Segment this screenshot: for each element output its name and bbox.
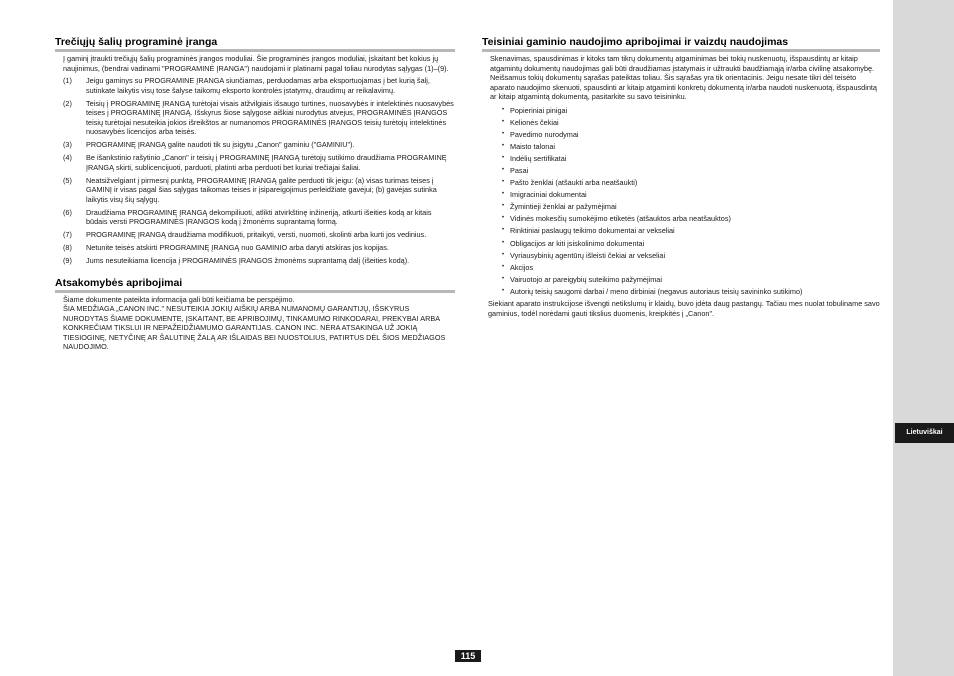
right-column: [482, 36, 880, 318]
license-term-item: [63, 256, 455, 266]
restricted-document-item: • Pasai: [482, 166, 880, 176]
list-item-number: (1): [63, 76, 72, 85]
list-item-text: Draudžiama PROGRAMINĘ ĮRANGĄ dekompiliuoti, atlikti atvirkštinę inžineriją, atkurti išeities kodą ar kitais būdais versti PROGRAMINĖS ĮRANGOS kodą į žmonėms suprantamą formą.: [86, 207, 432, 226]
restricted-document-item: • Žymintieji ženklai ar pažymėjimai: [482, 202, 880, 212]
list-item-text: Teisių į PROGRAMINĘ ĮRANGĄ turėtojai visais atžvilgiais išsaugo turtines, nuosavybės ir intelektinės nuosavybės teises į PROGRAMINĘ ĮRANGĄ. Išskyrus šiose sąlygose aiškiai nurodytus atvejus, PROGRAMINĖS ĮRANGOS teisių turėtojai nesuteikia jokios išreikštos ar numanomos PROGRAMINĖS ĮRANGOS teisių turėtojų intelektinės nuosavybės licencijos arba teisės.: [86, 98, 454, 136]
side-margin-bar: [893, 0, 954, 676]
closing-note: Siekiant aparato instrukcijose išvengti netikslumų ir klaidų, buvo įdėta daug pastangų. Tačiau mes nuolat tobuliname savo gaminius, todėl norėdami gauti tikslius duomenis, kreipkitės į „Canon".: [488, 299, 880, 318]
restricted-document-item: • Obligacijos ar kiti įsiskolinimo dokumentai: [482, 239, 880, 249]
restricted-document-item: • Pavedimo nurodymai: [482, 130, 880, 140]
restricted-documents-list: [482, 106, 880, 297]
license-term-item: [63, 99, 455, 137]
restricted-document-item: • Imigraciniai dokumentai: [482, 190, 880, 200]
list-item-text: Jeigu gaminys su PROGRAMINE ĮRANGA siunčiamas, perduodamas arba eksportuojamas į bet kurią šalį, sutinkate laikytis visų tose šalyse taikomų eksporto kontrolės įstatymų, draudimų ar reikalavimų.: [86, 76, 430, 95]
list-item-text: PROGRAMINĘ ĮRANGĄ draudžiama modifikuoti, pritaikyti, versti, nuomoti, skolinti arba kurti jos vedinius.: [86, 230, 427, 239]
list-item-number: (7): [63, 230, 72, 239]
restricted-document-item: • Vyriausybinių agentūrų išleisti čekiai ar vekseliai: [482, 251, 880, 261]
license-term-item: [63, 243, 455, 253]
section-heading-legal-restrictions: Teisiniai gaminio naudojimo apribojimai ir vaizdų naudojimas: [482, 36, 880, 52]
list-item-number: (3): [63, 140, 72, 149]
license-term-item: [63, 230, 455, 240]
restricted-document-item: • Rinktiniai paslaugų teikimo dokumentai ar vekseliai: [482, 226, 880, 236]
list-item-number: (6): [63, 207, 72, 217]
license-terms-list: [55, 76, 455, 266]
license-term-item: [63, 208, 455, 227]
list-item-text: Be išankstinio rašytinio „Canon" ir teisių į PROGRAMINĘ ĮRANGĄ turėtojų sutikimo draudžiama PROGRAMINĘ ĮRANGĄ skirti, sublicencijuoti, parduoti, platinti arba perduoti bet kuriai trečiajai šaliai.: [86, 153, 447, 172]
list-item-text: Neatsižvelgiant į pirmesnį punktą, PROGRAMINĘ ĮRANGĄ galite perduoti tik jeigu: (a) visas turimas teises į GAMINĮ ir visas pagal šias sąlygas taikomas teises ir įsipareigojimus perleidžiate gavėjui; (b) gavėjas sutinka laikytis visų šių sąlygų.: [86, 175, 437, 204]
license-term-item: [63, 140, 455, 150]
list-item-text: Jums nesuteikiama licencija į PROGRAMINĖS ĮRANGOS žmonėms suprantamą dalį (išeities kodą).: [86, 256, 410, 265]
license-term-item: [63, 153, 455, 172]
restricted-document-item: • Akcijos: [482, 263, 880, 273]
legal-restrictions-intro: Skenavimas, spausdinimas ir kitoks tam tikrų dokumentų atgaminimas bei tokių nuskenuotų, išspausdintų ar kitaip atgamintų dokumentų naudojimas gali būti draudžiamas įstatymais ir užtraukti baudžiamąją ir/arba civilinę atsakomybę. Neišsamus tokių dokumentų sąrašas pateiktas toliau. Šis sąrašas yra tik orientacinis. Jeigu nesate tikri dėl teisėto aparato naudojimo skenuoti, spausdinti ar kitaip atgaminti konkretų dokumentą ir/arba naudoti nuskenuotą, išspausdintą ar kitaip atgamintą dokumentą, pasitarkite su savo teisininku.: [490, 54, 877, 101]
restricted-document-item: • Pašto ženklai (atšaukti arba neatšaukti): [482, 178, 880, 188]
section-heading-liability: Atsakomybės apribojimai: [55, 277, 455, 293]
language-tab: Lietuviškai: [895, 423, 954, 443]
restricted-document-item: • Popieriniai pinigai: [482, 106, 880, 116]
liability-disclaimer: ŠIA MEDŽIAGA „CANON INC." NESUTEIKIA JOKIŲ AIŠKIŲ ARBA NUMANOMŲ GARANTIJŲ, IŠSKYRUS NURODYTAS ŠIAME DOKUMENTE, ĮSKAITANT, BE APRIBOJIMŲ, TINKAMUMO RINKODARAI, PREKYBAI ARBA KONKREČIAM TIKSLUI IR NEPAŽEIDŽIAMUMO GARANTIJAS. CANON INC. NĖRA ATSAKINGA UŽ JOKIĄ TIESIOGINĘ, NETYČINĘ AR ŠALUTINĘ ŽALĄ AR IŠLAIDAS BEI NUOSTOLIUS, PATIRTUS DĖL ŠIOS MEDŽIAGOS NAUDOJIMO.: [63, 304, 446, 351]
page-number: 115: [455, 650, 481, 662]
restricted-document-item: • Vidinės mokesčių sumokėjimo etiketės (atšauktos arba neatšauktos): [482, 214, 880, 224]
list-item-number: (2): [63, 98, 72, 108]
restricted-document-item: • Maisto talonai: [482, 142, 880, 152]
list-item-number: (5): [63, 175, 72, 185]
list-item-number: (9): [63, 256, 72, 265]
list-item-number: (8): [63, 243, 72, 252]
third-party-intro: Į gaminį įtraukti trečiųjų šalių programinės įrangos moduliai. Šie programinės įrangos moduliai, įskaitant bet kokius jų naujinimus, (bendrai vadinami "PROGRAMINĖ ĮRANGA") naudojami ir platinami pagal toliau nurodytas sąlygas (1)–(9).: [63, 54, 449, 73]
license-term-item: [63, 76, 455, 95]
list-item-text: Netunite teisės atskirti PROGRAMINĘ ĮRANGĄ nuo GAMINIO arba daryti atskiras jos kopijas.: [86, 243, 389, 252]
list-item-text: PROGRAMINĘ ĮRANGĄ galite naudoti tik su įsigytu „Canon" gaminiu ("GAMINIU").: [86, 140, 355, 149]
restricted-document-item: • Indėlių sertifikatai: [482, 154, 880, 164]
restricted-document-item: • Vairuotojo ar pareigybių suteikimo pažymėjimai: [482, 275, 880, 285]
restricted-document-item: • Kelionės čekiai: [482, 118, 880, 128]
license-term-item: [63, 176, 455, 205]
liability-notice: Šiame dokumente pateikta informacija gali būti keičiama be perspėjimo.: [63, 294, 295, 304]
list-item-number: (4): [63, 153, 72, 162]
restricted-document-item: • Autorių teisių saugomi darbai / meno dirbiniai (negavus autoriaus teisių savininko sutikimo): [482, 287, 880, 297]
left-column: [55, 36, 455, 352]
section-heading-third-party-software: Trečiųjų šalių programinė įranga: [55, 36, 455, 52]
